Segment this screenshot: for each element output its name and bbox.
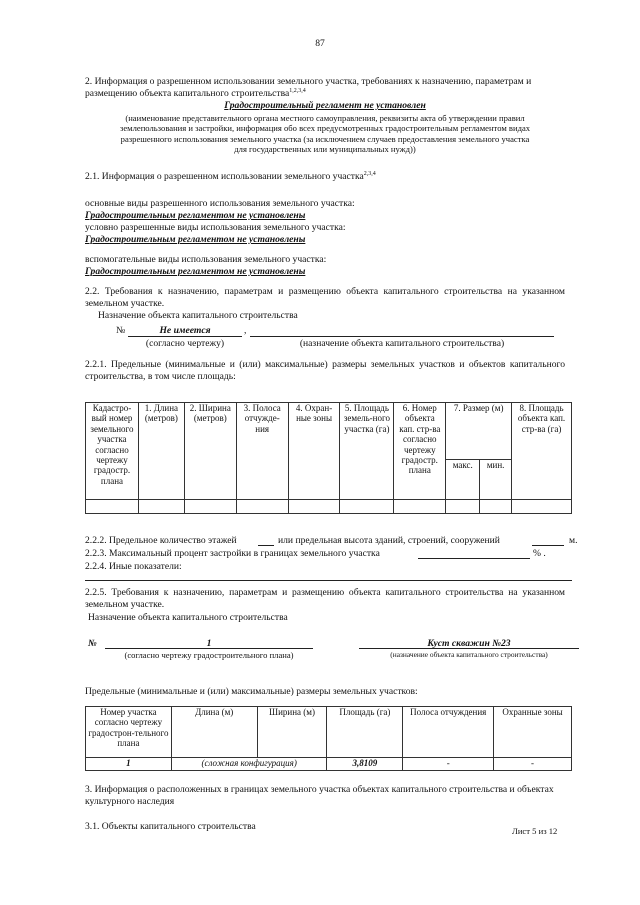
- regulation-note-line-1: (наименование представительного органа местного самоуправления, реквизиты акта об утверждении правил: [125, 113, 525, 123]
- header-plot-number: Номер участка согласно чертежу градострон-тельного плана: [86, 707, 172, 758]
- regulation-title: Градостроительный регламент не установлен: [224, 100, 426, 111]
- regulation-note-line-4: для государственных или муниципальных нужд)): [234, 144, 416, 155]
- header-width: Ширина (м): [257, 707, 327, 758]
- col-plot-area: 5. Площадь земель-ного участка (га): [340, 403, 394, 500]
- col-protected-zones: 4. Охран-ные зоны: [288, 403, 340, 500]
- plot-sizes-data-row: [86, 758, 572, 771]
- purpose-caption: (назначение объекта капитального строительства): [299, 338, 505, 349]
- col-size: 7. Размер (м): [446, 403, 512, 460]
- height-unit: м.: [569, 535, 578, 546]
- plot-sizes-header-row: [86, 707, 572, 758]
- parameters-header-row: [86, 403, 572, 460]
- auxiliary-uses-label: вспомогательные виды использования земельного участка:: [85, 254, 327, 265]
- section-2-heading: [85, 76, 565, 99]
- header-area: Площадь (га): [327, 707, 403, 758]
- section-2-heading-sup: 1,2,3,4: [289, 87, 306, 94]
- parameters-table: [85, 402, 572, 514]
- object-purpose-label-2: Назначение объекта капитального строительства: [88, 612, 288, 623]
- main-uses-value: Градостроительным регламентом не установлены: [85, 210, 306, 221]
- section-3-1-heading: 3.1. Объекты капитального строительства: [85, 821, 256, 832]
- regulation-note-line-2: землепользования и застройки, информация обо всех предусмотренных градостроительным регламентом видах: [119, 123, 531, 134]
- section-2-2-4: 2.2.4. Иные показатели:: [85, 561, 182, 572]
- section-2-2-5-heading: 2.2.5. Требования к назначению, параметрам и размещению объекта капитального строительства на указанном земельном участке.: [85, 587, 565, 610]
- section-2-2-1-heading: 2.2.1. Предельные (минимальные и (или) максимальные) размеры земельных участков и объектов капитального строительства, в том числе площадь:: [85, 359, 565, 382]
- col-size-max: макс.: [446, 459, 480, 499]
- plot-limits-heading: Предельные (минимальные и (или) максимальные) размеры земельных участков:: [85, 686, 418, 697]
- number-caption: (согласно чертежу): [145, 338, 225, 349]
- cell-exclusion-strip: -: [403, 758, 494, 771]
- section-3-heading: 3. Информация о расположенных в границах земельного участка объектах капитального строительства и объектах культурного наследия: [85, 784, 554, 807]
- col-size-min: мин.: [480, 459, 512, 499]
- regulation-note: [85, 113, 565, 155]
- auxiliary-uses-value: Градостроительным регламентом не установлены: [85, 266, 306, 277]
- purpose-caption-2: (назначение объекта капитального строительства): [390, 650, 548, 659]
- number-sign-2: №: [88, 638, 97, 649]
- build-percent-unit: % .: [533, 548, 546, 559]
- sheet-number: Лист 5 из 12: [512, 826, 558, 836]
- height-blank: [532, 545, 564, 546]
- col-width: 2. Ширина (метров): [184, 403, 236, 500]
- plot-sizes-table: [85, 706, 572, 771]
- build-percent-blank: [418, 558, 530, 559]
- number-value-2: 1: [206, 638, 212, 649]
- comma: ,: [244, 325, 247, 336]
- header-protected-zones: Охранные зоны: [494, 707, 572, 758]
- col-exclusion-strip: 3. Полоса отчужде-ния: [236, 403, 288, 500]
- number-value: Не имеется: [159, 325, 211, 336]
- col-cadastral-number: Кадастро-вый номер земельного участка согласно чертежу градостр. плана: [86, 403, 139, 500]
- cell-area: 3,8109: [327, 758, 403, 771]
- section-2-2-3: 2.2.3. Максимальный процент застройки в границах земельного участка: [85, 548, 380, 559]
- cell-plot-number: 1: [86, 758, 172, 771]
- cell-protected-zones: -: [494, 758, 572, 771]
- col-length: 1. Длина (метров): [138, 403, 184, 500]
- cell-length: (сложная конфигурация): [171, 758, 327, 771]
- section-2-1-heading: [85, 171, 565, 183]
- purpose-underline: [250, 336, 554, 337]
- page-number: 87: [315, 38, 325, 49]
- floors-blank: [258, 545, 274, 546]
- parameters-empty-row: [86, 499, 572, 513]
- section-2-2-2-part-b: или предельная высота зданий, строений, сооружений: [278, 535, 500, 546]
- purpose-value-2: Куст скважин №23: [427, 638, 511, 649]
- number-sign: №: [116, 325, 126, 336]
- section-2-1-heading-sup: 2,3,4: [363, 170, 376, 177]
- section-2-heading-text: 2. Информация о разрешенном использовании земельного участка, требованиях к назначению, параметрам и размещению объекта капитального строительства: [85, 76, 532, 99]
- conditional-uses-label: условно разрешенные виды использования земельного участка:: [85, 222, 346, 233]
- section-2-2-2-part-a: 2.2.2. Предельное количество этажей: [85, 535, 237, 546]
- number-caption-2: (согласно чертежу градостроительного плана): [124, 650, 294, 660]
- section-2-2-heading: 2.2. Требования к назначению, параметрам и размещению объекта капитального строительства на указанном земельном участке.: [85, 286, 565, 309]
- conditional-uses-value: Градостроительным регламентом не установлены: [85, 234, 306, 245]
- section-2-1-heading-text: 2.1. Информация о разрешенном использовании земельного участка: [85, 171, 364, 182]
- main-uses-label: основные виды разрешенного использования земельного участка:: [85, 198, 355, 209]
- object-purpose-label: Назначение объекта капитального строительства: [98, 310, 298, 321]
- other-indicators-line: [85, 580, 572, 581]
- regulation-note-line-3: разрешенного использования земельного участка (за исключением случаев предоставления земельного участка: [120, 133, 530, 144]
- header-exclusion-strip: Полоса отчуждения: [403, 707, 494, 758]
- header-length: Длина (м): [171, 707, 257, 758]
- col-object-number: 6. Номер объекта кап. стр-ва согласно чертежу градостр. плана: [394, 403, 446, 500]
- col-object-area: 8. Площадь объекта кап. стр-ва (га): [512, 403, 572, 500]
